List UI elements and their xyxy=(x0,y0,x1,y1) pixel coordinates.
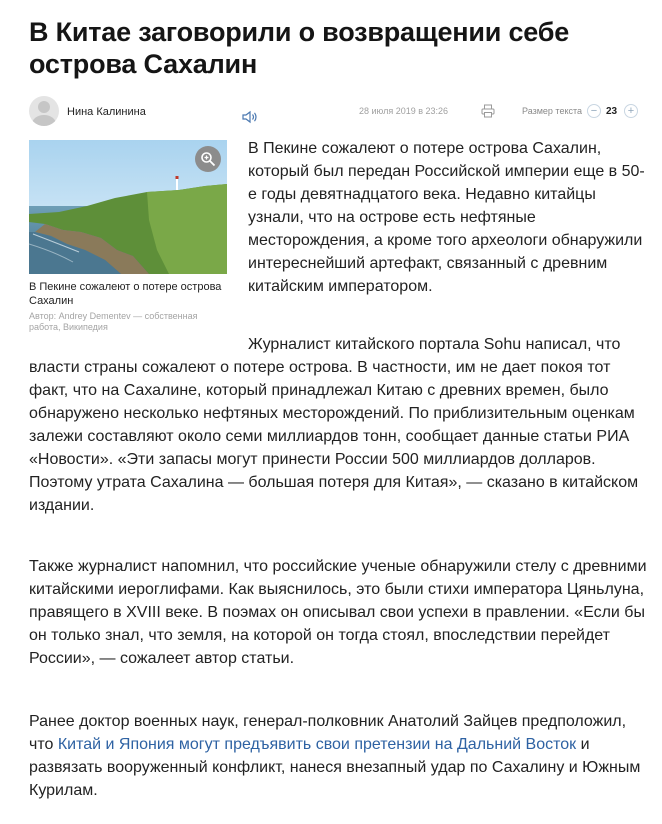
photo-credit: Автор: Andrey Dementev — собственная работа, Википедия xyxy=(29,311,198,332)
text-size-value: 23 xyxy=(606,106,618,117)
article-paragraph-1: В Пекине сожалеют о потере острова Сахалин, который был передан Российской империи еще в 50-е годы девятнадцатого века. Недавно китайцы узнали, что на острове есть нефтяные месторождения, а кроме того археологи обнаружили интереснейший артефакт, связанный с древним китайским императором. xyxy=(248,140,645,295)
paragraph-2-first-line: Журналист китайского портала Sohu xyxy=(248,336,522,353)
publish-date: 28 июля 2019 в 23:26 xyxy=(359,106,449,116)
author-avatar-icon[interactable] xyxy=(29,96,59,126)
photo-caption: В Пекине сожалеют о потере острова Сахалин xyxy=(29,281,222,307)
zoom-icon xyxy=(200,151,216,167)
article-photo[interactable] xyxy=(29,140,227,274)
paragraph-2-rest: написал, что власти страны сожалеют о потере острова. В частности, им не дает покоя тот факт, что на Сахалине, который принадлежал Китаю с древних времен, было обнаружено несколько нефтяных месторождений. По приблизительным оценкам залежи составляют около семи миллиардов тонн, сообщает данные статьи РИА «Новости». «Эти запасы могут принести России 500 миллиардов долларов. Поэтому утрата Сахалина — большая потеря для Китая», — сказано в китайском издании. xyxy=(29,336,639,514)
article-paragraph-2 xyxy=(29,333,649,517)
paragraph-4-before: Ранее доктор военных наук, генерал-полковник Анатолий Зайцев предположил, что xyxy=(29,713,627,753)
decrease-text-size-button[interactable]: − xyxy=(587,104,601,118)
paragraph-4-after: и развязать вооруженный конфликт, нанеся внезапный удар по Сахалину и Южным Курилам. xyxy=(29,736,641,799)
speaker-icon[interactable] xyxy=(241,109,259,125)
increase-text-size-button[interactable]: + xyxy=(624,104,638,118)
article-figure xyxy=(29,140,227,333)
article-meta xyxy=(29,96,649,128)
print-icon[interactable] xyxy=(481,104,495,118)
article-title: В Китае заговорили о возвращении себе острова Сахалин xyxy=(29,17,570,79)
article-paragraph-4 xyxy=(29,710,649,802)
related-article-link[interactable]: Китай и Япония могут предъявить свои претензии на Дальний Восток xyxy=(57,736,577,753)
author-name[interactable]: Нина Калинина xyxy=(67,106,146,118)
article-paragraph-3: Также журналист напомнил, что российские ученые обнаружили стелу с древними китайскими иероглифами. Как выяснилось, это были стихи императора Цяньлуна, правящего в XVIII веке. В поэмах он описывал свои успехи в правлении. «Если бы он только знал, что земля, на которой он тогда стоял, впоследствии перейдет России», — сожалеет автор статьи. xyxy=(29,558,647,667)
text-size-label: Размер текста xyxy=(522,106,583,116)
zoom-image-button[interactable] xyxy=(195,146,221,172)
